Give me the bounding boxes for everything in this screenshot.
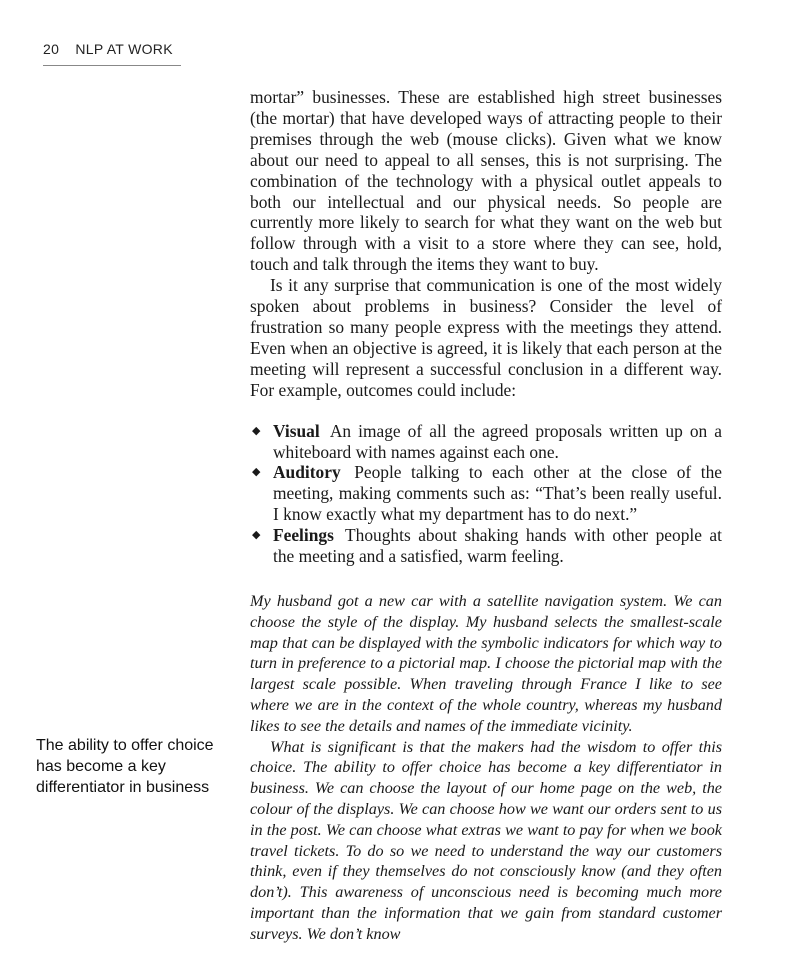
pull-quote-line: The ability to offer choice — [36, 737, 214, 754]
diamond-bullet-icon: ◆ — [252, 466, 261, 479]
body-paragraph: Is it any surprise that communication is one of the most widely spoken about problems in business? Consider the level of frustration so many people express with the meetings they attend. Even when an objective is agreed, it is likely that each person at the meeting will represent a successful conclusion in a different way. For example, outcomes could include: — [250, 275, 722, 400]
pull-quote — [36, 736, 226, 798]
bullet-term: Auditory — [273, 462, 341, 483]
running-title: NLP AT WORK — [75, 41, 173, 57]
header-rule — [43, 65, 181, 66]
body-paragraph: mortar” businesses. These are established high street businesses (the mortar) that have developed ways of attracting people to their premises through the web (mouse clicks). Given what we know about our need to appeal to all senses, this is not surprising. The combination of the technology with a physical outlet appeals to both our intellectual and our physical needs. So people are currently more likely to search for what they want on the web but follow through with a visit to a store where they can see, hold, touch and talk through the items they want to buy. — [250, 87, 722, 275]
pull-quote-line: has become a key — [36, 757, 166, 775]
bullet-item — [250, 462, 722, 525]
bullet-term: Feelings — [273, 525, 334, 546]
case-study-paragraph: What is significant is that the makers had the wisdom to offer this choice. The ability to offer choice has become a key differentiator in business. We can choose the layout of our home page on the web, the colour of the displays. We can choose how we want our orders sent to us in the post. We can choose what extras we want to pay for when we book travel tickets. To do so we need to understand the way our customers think, even if they themselves do not consciously know (and they often don’t). This awareness of unconscious need is becoming much more important than the information that we gain from standard customer surveys. We don’t know — [250, 737, 722, 943]
body-text — [250, 87, 722, 567]
bullet-text: People talking to each other at the close of the meeting, making comments such as: “That’s been really useful. I know exactly what my department has to do next.” — [273, 462, 722, 525]
bullet-text: Thoughts about shaking hands with other people at the meeting and a satisfied, warm feeling. — [273, 525, 722, 567]
page-number: 20 — [43, 41, 60, 57]
pull-quote-line: differentiator in business — [36, 778, 210, 796]
bullet-item — [250, 421, 722, 463]
case-study-paragraph: My husband got a new car with a satellite navigation system. We can choose the style of the display. My husband selects the smallest-scale map that can be displayed with the symbolic indicators for which way to turn in preference to a pictorial map. I choose the pictorial map with the largest scale possible. When traveling through France I like to see where we are in the context of the whole country, whereas my husband likes to see the details and names of the immediate vicinity. — [250, 592, 722, 735]
diamond-bullet-icon: ◆ — [252, 529, 261, 542]
bullet-item — [250, 525, 722, 567]
bullet-text: An image of all the agreed proposals written up on a whiteboard with names against each one. — [273, 420, 723, 462]
case-study-block — [250, 591, 722, 945]
bullet-list — [250, 421, 722, 567]
running-head — [43, 41, 173, 57]
diamond-bullet-icon: ◆ — [252, 424, 261, 437]
bullet-term: Visual — [273, 420, 320, 441]
